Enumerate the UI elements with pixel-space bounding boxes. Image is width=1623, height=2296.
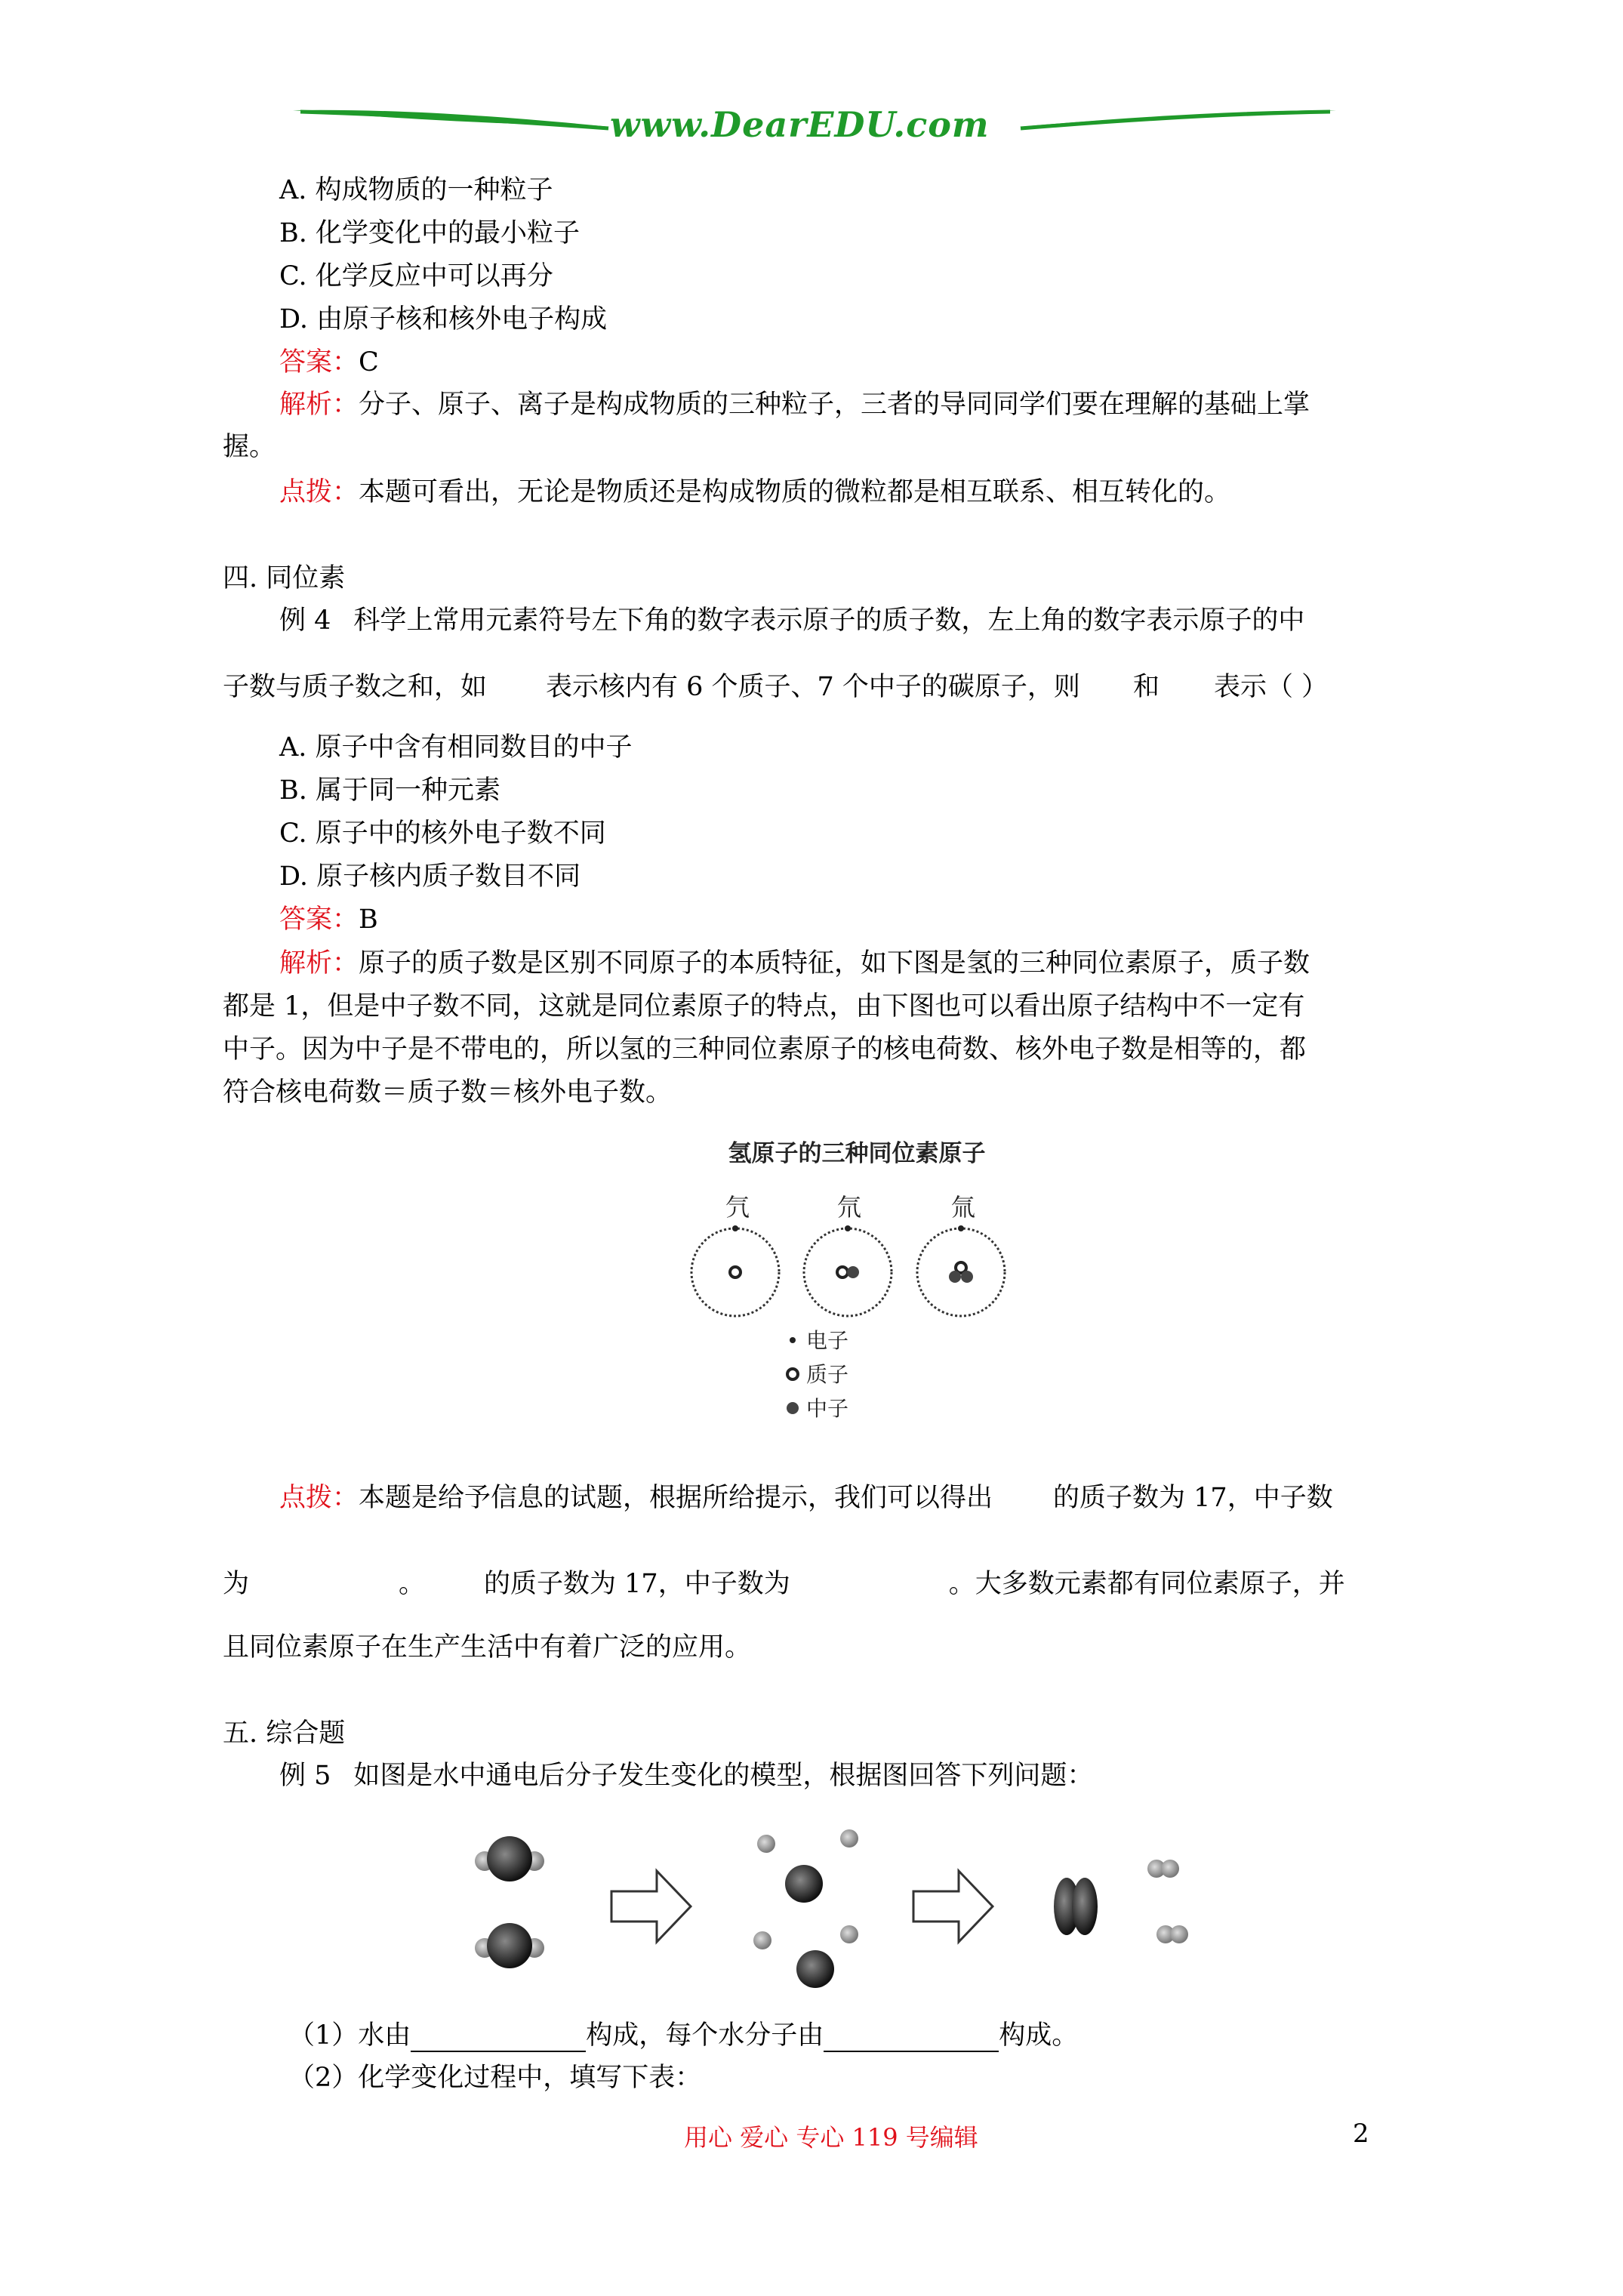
proton	[730, 1267, 741, 1277]
q5-part2: （2）化学变化过程中，填写下表：	[288, 2063, 702, 2093]
q4-option-b: B. 属于同一种元素	[279, 775, 500, 806]
q3-analysis-line2: 握。	[223, 432, 276, 462]
neutron	[949, 1271, 961, 1283]
q4-analysis-line1	[279, 947, 1310, 980]
section4-heading: 四. 同位素	[223, 563, 346, 593]
tip-text: 。大多数元素都有同位素原子，并	[948, 1569, 1345, 1599]
proton-legend-icon	[787, 1369, 798, 1379]
question-text: （1）水由	[288, 2020, 411, 2051]
analysis-text: 分子、原子、离子是构成物质的三种粒子，三者的导同同学们要在理解的基础上掌	[359, 390, 1310, 420]
neutron-legend-icon	[787, 1402, 799, 1414]
electron-dot	[845, 1225, 851, 1231]
tip-text: 为	[223, 1569, 250, 1599]
electron-dot	[732, 1225, 738, 1231]
q4-option-a: A. 原子中含有相同数目的中子	[279, 732, 633, 763]
q3-option-b: B. 化学变化中的最小粒子	[279, 218, 580, 248]
figure-legend	[787, 1328, 848, 1421]
deuterium-atom	[804, 1193, 892, 1316]
water-molecule	[475, 1836, 544, 1881]
q3-answer	[279, 346, 379, 379]
oxygen-molecule	[1054, 1878, 1098, 1935]
analysis-text: 原子的质子数是区别不同原子的本质特征，如下图是氢的三种同位素原子，质子数	[359, 948, 1310, 978]
tip-text: 。	[399, 1569, 426, 1599]
question-text: 构成，每个水分子由	[586, 2020, 824, 2051]
figure-title: 氢原子的三种同位素原子	[728, 1140, 986, 1167]
q3-option-a: A. 构成物质的一种粒子	[279, 175, 553, 205]
q4-tip-line1	[279, 1481, 1333, 1515]
example-label: 例 5	[279, 1761, 331, 1791]
example-label: 例 4	[279, 606, 331, 636]
protium-label: 氕	[725, 1193, 750, 1222]
q5-part1	[288, 2019, 1078, 2052]
header-swoosh-right	[1019, 104, 1336, 134]
protium-atom	[691, 1193, 779, 1316]
example-text: 表示核内有 6 个质子、7 个中子的碳原子，则	[546, 672, 1080, 702]
q3-analysis-line1	[279, 388, 1310, 421]
example5-line	[279, 1759, 1093, 1792]
q4-tip-line2	[223, 1567, 1345, 1601]
header-swoosh-left	[293, 104, 610, 134]
q3-option-d: D. 由原子核和核外电子构成	[279, 304, 608, 334]
legend-neutron: 中子	[806, 1396, 849, 1421]
question-text: 构成。	[999, 2020, 1079, 2051]
neutron	[847, 1266, 859, 1278]
q4-analysis-line3: 中子。因为中子是不带电的，所以氢的三种同位素原子的核电荷数、核外电子数是相等的，都	[223, 1034, 1307, 1065]
legend-electron: 电子	[806, 1328, 849, 1353]
q4-tip-line3: 且同位素原子在生产生活中有着广泛的应用。	[223, 1632, 752, 1663]
answer-value: C	[359, 347, 379, 378]
tip-text: 本题可看出，无论是物质还是构成物质的微粒都是相互联系、相互转化的。	[359, 477, 1231, 507]
q3-tip	[279, 476, 1230, 509]
example-text: 和	[1132, 672, 1160, 702]
q3-option-c: C. 化学反应中可以再分	[279, 261, 553, 291]
q4-option-c: C. 原子中的核外电子数不同	[279, 818, 606, 849]
example4-line1	[279, 604, 1304, 637]
tip-label: 点拨：	[279, 477, 359, 507]
tip-text: 的质子数为 17，中子数为	[484, 1569, 790, 1599]
example-text: 如图是水中通电后分子发生变化的模型，根据图回答下列问题：	[353, 1761, 1094, 1791]
water-electrolysis-figure	[468, 1812, 1223, 2001]
tritium-atom	[917, 1193, 1005, 1316]
arrow-icon	[611, 1871, 691, 1942]
water-molecule	[475, 1923, 544, 1968]
footer-text: 用心 爱心 专心 119 号编辑	[684, 2123, 978, 2152]
q4-option-d: D. 原子核内质子数目不同	[279, 861, 581, 892]
tip-text: 的质子数为 17，中子数	[1053, 1483, 1333, 1513]
answer-label: 答案：	[279, 905, 359, 935]
hydrogen-molecule	[1147, 1860, 1179, 1878]
q4-analysis-line2: 都是 1，但是中子数不同，这就是同位素原子的特点，由下图也可以看出原子结构中不一定有	[223, 991, 1305, 1022]
example-text: 子数与质子数之和，如	[223, 672, 488, 702]
section5-heading: 五. 综合题	[223, 1718, 346, 1749]
answer-blank[interactable]	[411, 2023, 586, 2052]
electron-dot	[958, 1225, 964, 1231]
example-text: 表示（ ）	[1213, 672, 1329, 702]
tip-text: 本题是给予信息的试题，根据所给提示，我们可以得出	[359, 1483, 993, 1513]
q4-analysis-line4: 符合核电荷数＝质子数＝核外电子数。	[223, 1077, 673, 1108]
analysis-label: 解析：	[279, 948, 359, 978]
hydrogen-isotopes-figure	[679, 1129, 1042, 1431]
hydrogen-molecule	[1156, 1925, 1188, 1943]
deuterium-label: 氘	[836, 1193, 862, 1222]
example4-line2	[223, 670, 1328, 704]
arrow-icon	[913, 1871, 993, 1942]
proton	[837, 1267, 848, 1277]
answer-blank[interactable]	[824, 2023, 999, 2052]
analysis-label: 解析：	[279, 390, 359, 420]
answer-value: B	[359, 905, 378, 935]
separated-atoms	[753, 1829, 858, 1988]
neutron	[961, 1271, 973, 1283]
tritium-label: 氚	[950, 1193, 976, 1222]
example-text: 科学上常用元素符号左下角的数字表示原子的质子数，左上角的数字表示原子的中	[353, 606, 1305, 636]
site-logo: www.DearEDU.com	[610, 104, 990, 145]
electron-legend-icon	[790, 1337, 796, 1343]
tip-label: 点拨：	[279, 1483, 359, 1513]
page-number: 2	[1353, 2119, 1369, 2149]
q4-answer	[279, 903, 378, 936]
answer-label: 答案：	[279, 347, 359, 378]
legend-proton: 质子	[806, 1362, 849, 1387]
